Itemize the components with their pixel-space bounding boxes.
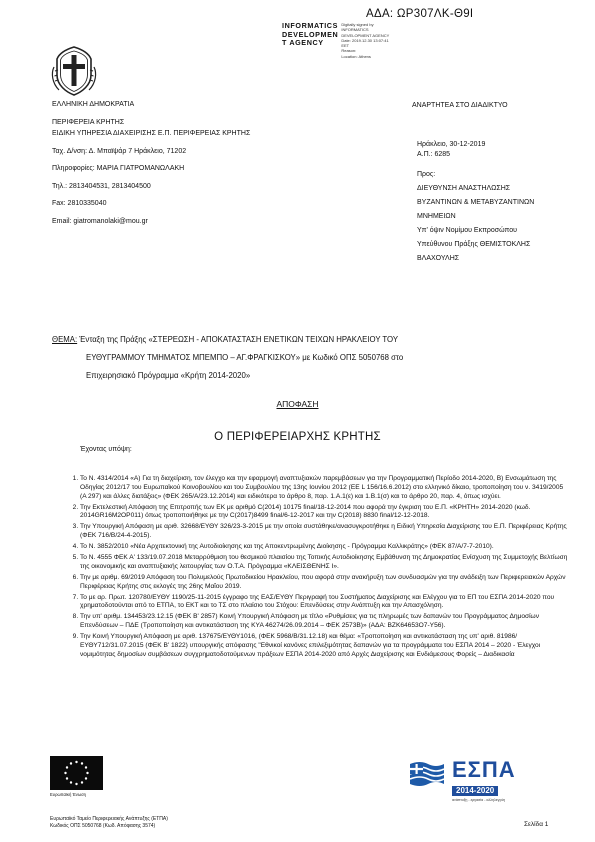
- protocol-number: Α.Π.: 6285: [417, 151, 451, 158]
- recipient-line: Υπεύθυνου Πράξης ΘΕΜΙΣΤΟΚΛΗΣ: [417, 241, 531, 248]
- list-item: 1. Το Ν. 4314/2014 «Α) Για τη διαχείριση, τον έλεγχο και την εφαρμογή αναπτυξιακών παρεμβάσεων για την Προγραμματική Περίοδο 2014-2020, Β) Ενσωμάτωση της Οδηγίας 2012/17 του Ευρωπαϊκού Κοινοβουλίου και του Συμβουλίου της 13ης Ιουνίου 2012 (EE L 156/16.6.2012) στο ελληνικό δίκαιο, τροποποίηση του ν. 3419/2005 (Α 297) και άλλες διατάξεις» (ΦΕΚ 265/Α/23.12.2014) και ειδικότερα το άρθρο 8, παρ. 1.Α.1(ε) και 1.Β.1(σ) και το άρθρο 20, παρ. 4, όπως ισχύει.: [80, 475, 568, 501]
- recipient-line: ΒΥΖΑΝΤΙΝΩΝ & ΜΕΤΑΒΥΖΑΝΤΙΝΩΝ: [417, 199, 535, 206]
- decision-heading: ΑΠΟΦΑΣΗ: [276, 399, 319, 409]
- footer-info: [50, 816, 168, 829]
- publish-notice: ΑΝΑΡΤΗΤΕΑ ΣΤΟ ΔΙΑΔΙΚΤΥΟ: [412, 102, 508, 109]
- date-place: Ηράκλειο, 30-12-2019: [417, 141, 486, 148]
- region-name: ΠΕΡΙΦΕΡΕΙΑ ΚΡΗΤΗΣ: [52, 118, 125, 126]
- postal-address: Ταχ. Δ/νση: Δ. Μπαϊψάρ 7 Ηράκλειο, 71202: [52, 147, 187, 155]
- contact-person: Πληροφορίες: ΜΑΡΙΑ ΓΙΑΤΡΟΜΑΝΩΛΑΚΗ: [52, 165, 185, 172]
- list-item: 4. Το Ν. 3852/2010 «Νέα Αρχιτεκτονική της Αυτοδιοίκησης και της Αποκεντρωμένης Διοίκησης - Πρόγραμμα Καλλικράτης» (ΦΕΚ 87/Α/7-7-2010).: [80, 543, 568, 552]
- espa-title: ΕΣΠΑ: [452, 757, 516, 782]
- footer-code: Κωδικός ΟΠΣ 5050768 (Κωδ. Απόφασης 3574): [50, 822, 156, 829]
- subject-line-2: ΕΥΘΥΓΡΑΜΜΟΥ ΤΜΗΜΑΤΟΣ ΜΠΕΜΠΟ – ΑΓ.ΦΡΑΓΚΙΣΚΟΥ» με Κωδικό ΟΠΣ 5050768 στο: [86, 353, 404, 362]
- subject-line-1: Ένταξη της Πράξης «ΣΤΕΡΕΩΣΗ - ΑΠΟΚΑΤΑΣΤΑΣΗ ΕΝΕΤΙΚΩΝ ΤΕΙΧΩΝ ΗΡΑΚΛΕΙΟΥ ΤΟΥ: [77, 335, 399, 344]
- recipient-line: ΒΛΑΧΟΥΛΗΣ: [417, 255, 460, 262]
- considering-label: Έχοντας υπόψη:: [80, 446, 132, 453]
- signature-details: Digitally signed by INFORMATICS DEVELOPMENT AGENCY Date: 2019.12.30 13:07:41 EET Reason: Location: Athens: [341, 22, 390, 59]
- recipient-line: Υπ' όψιν Νομίμου Εκπροσώπου: [417, 227, 517, 234]
- recipient-line: ΜΝΗΜΕΙΩΝ: [417, 213, 456, 220]
- subject-label: ΘΕΜΑ:: [52, 335, 78, 344]
- signature-agency-name: INFORMATICS DEVELOPMEN T AGENCY: [282, 21, 339, 48]
- recipient-label: Προς:: [417, 171, 436, 178]
- regional-governor-heading: Ο ΠΕΡΙΦΕΡΕΙΑΡΧΗΣ ΚΡΗΤΗΣ: [214, 431, 381, 443]
- list-item: 9. Την Κοινή Υπουργική Απόφαση με αριθ. 137675/ΕΥΘΥ1016, (ΦΕΚ 5968/Β/31.12.18) και θέμα: «Τροποποίηση και αντικατάσταση της υπ' αριθ. 81986/ΕΥΘΥ712/31.07.2015 (ΦΕΚ Β' 1822) υπουργικής απόφασης "Εθνικοί κανόνες επιλεξιμότητας δαπανών για τα προγράμματα του ΕΣΠΑ 2014 – 2020 - Έλεγχοι νομιμότητας δημοσίων συμβάσεων συγχρηματοδοτούμενων πράξεων ΕΣΠΑ 2014-2020 από Αρχές Διαχείρισης και Ενδιάμεσους Φορείς – Διαδικασία: [80, 633, 568, 659]
- footer-fund: Ευρωπαϊκό Ταμείο Περιφερειακής Ανάπτυξης (ΕΤΠΑ): [50, 816, 168, 822]
- date-protocol-block: [417, 140, 485, 160]
- subject-line-3: Επιχειρησιακό Πρόγραμμα «Κρήτη 2014-2020»: [86, 371, 251, 380]
- eu-caption: Ευρωπαϊκή Ένωση: [50, 792, 87, 797]
- list-item: 3. Την Υπουργική Απόφαση με αριθ. 32668/ΕΥΘΥ 326/23-3-2015 με την οποία συστάθηκε/ανασυγκροτήθηκε η Ειδική Υπηρεσία Διαχείρισης του Ε.Π. Περιφέρειας Κρήτης (ΦΕΚ 716/Β/24-4-2015).: [80, 523, 568, 541]
- espa-logo: [452, 757, 544, 802]
- issuer-header: [52, 101, 302, 229]
- recipient-block: [417, 171, 534, 269]
- fax-number: Fax: 2810335040: [52, 200, 107, 207]
- list-item: 8. Την υπ' αριθμ. 134453/23.12.15 (ΦΕΚ Β' 2857) Κοινή Υπουργική Απόφαση με τίτλο «Ρυθμίσεις για τις πληρωμές των δαπανών του Προγράμματος Δημοσίων Επενδύσεων – ΠΔΕ (Τροποποίηση και αντικατάσταση της ΚΥΑ 46274/26.09.2014 – ΦΕΚ 2573Β)» (ΑΔΑ: ΒΖΚ64653Ο7-Υ56).: [80, 613, 568, 631]
- digital-signature-block: [282, 22, 389, 59]
- list-item: 5. Το Ν. 4555 ΦΕΚ Α' 133/19.07.2018 Μεταρρύθμιση του θεσμικού πλαισίου της Τοπικής Αυτοδιοίκησης Εμβάθυνση της Δημοκρατίας Ενίσχυση της Συμμετοχής Βελτίωση της οικονομικής και αναπτυξιακής λειτουργίας των Ο.Τ.Α. Πρόγραμμα «ΚΛΕΙΣΘΕΝΗΣ Ι».: [80, 554, 568, 572]
- republic-name: ΕΛΛΗΝΙΚΗ ΔΗΜΟΚΡΑΤΙΑ: [52, 101, 135, 108]
- email-address[interactable]: Email: giatromanolaki@mou.gr: [52, 217, 148, 225]
- page-number: Σελίδα 1: [524, 821, 549, 828]
- espa-years: 2014-2020: [452, 786, 498, 796]
- eu-flag-icon: [50, 756, 103, 790]
- phone-numbers: Τηλ.: 2813404531, 2813404500: [52, 182, 151, 190]
- ada-code: ΑΔΑ: ΩΡ307ΛΚ-Θ9Ι: [366, 8, 474, 20]
- recipient-line: ΔΙΕΥΘΥΝΣΗ ΑΝΑΣΤΗΛΩΣΗΣ: [417, 185, 511, 192]
- subject-block: [52, 331, 544, 385]
- greek-flag-icon: [408, 760, 446, 788]
- considerations-list: [62, 475, 568, 662]
- list-item: 2. Την Εκτελεστική Απόφαση της Επιτροπής των ΕΚ με αριθμό C(2014) 10175 final/18-12-2014 που αφορά την έγκριση του Ε.Π. «ΚΡΗΤΗ» 2014-2020 (κωδ. 2014GR16M2OP011) όπως τροποποιήθηκε με την C(2017)8499 final/6-12-2017 και την C(2018) 8830 final/12-12-2018.: [80, 504, 568, 522]
- greek-emblem-icon: [50, 45, 98, 97]
- list-item: 7. Το με αρ. Πρωτ. 120780/ΕΥΘΥ 1190/25-11-2015 έγγραφο της ΕΑΣ/ΕΥΘΥ Περιγραφή του Συστήματος Διαχείρισης και Ελέγχου για το ΕΠ του ΕΣΠΑ 2014-2020 που χρηματοδοτούνται από το ΕΤΠΑ, το ΕΚΤ και το ΤΣ στο πλαίσιο του Στόχου: Επενδύσεις στην Ανάπτυξη και την Απασχόληση.: [80, 594, 568, 612]
- list-item: 6. Την με αριθμ. 69/2019 Απόφαση του Πολυμελούς Πρωτοδικείου Ηρακλείου, που αφορά στην ανακήρυξη των συνδυασμών για την ανάδειξη των Περιφερειακών Αρχών Περιφέρειας Κρήτης στις εκλογές της 26ης Μαΐου 2019.: [80, 574, 568, 592]
- service-name: ΕΙΔΙΚΗ ΥΠΗΡΕΣΙΑ ΔΙΑΧΕΙΡΙΣΗΣ Ε.Π. ΠΕΡΙΦΕΡΕΙΑΣ ΚΡΗΤΗΣ: [52, 130, 251, 137]
- espa-tagline: ανάπτυξη - εργασία - αλληλεγγύη: [452, 798, 506, 802]
